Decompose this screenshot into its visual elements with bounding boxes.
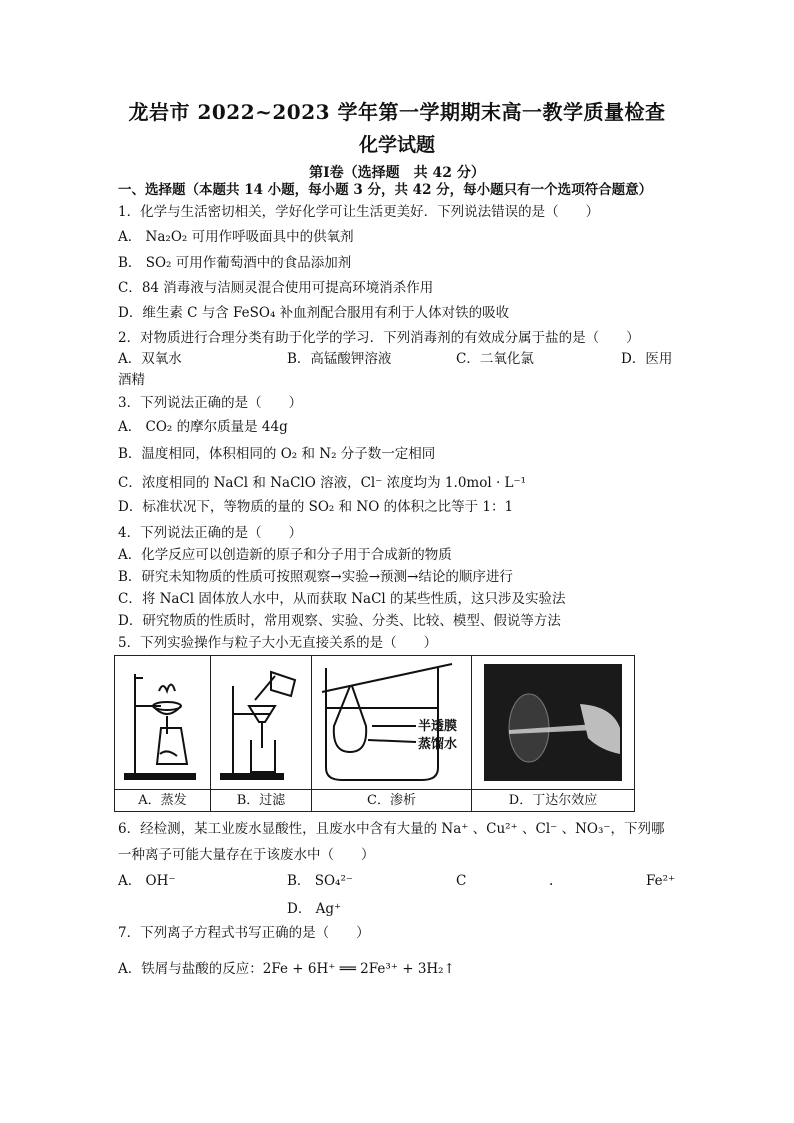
q2-option-a: A．双氧水 (118, 351, 182, 367)
q7-stem: 7．下列离子方程式书写正确的是（ ） (118, 925, 370, 941)
q4-stem: 4．下列说法正确的是（ ） (118, 525, 303, 541)
q6-option-d: D． Ag⁺ (287, 901, 342, 917)
q6-stem-line1: 6．经检测，某工业废水显酸性，且废水中含有大量的 Na⁺ 、Cu²⁺ 、Cl⁻ 、NO₃⁻，下列哪 (118, 821, 665, 837)
q1-a-text: 可用作呼吸面具中的供氧剂 (191, 229, 354, 245)
tyndall-light-beam-icon (484, 664, 622, 781)
exam-title: 龙岩市 2022~2023 学年第一学期期末高一教学质量检查 (128, 100, 666, 124)
q4-option-d: D．研究物质的性质时，常用观察、实验、分类、比较、模型、假说等方法 (118, 613, 561, 629)
q3-stem: 3．下列说法正确的是（ ） (118, 395, 303, 411)
q6-dot: . (549, 873, 554, 889)
water-label: 蒸馏水 (418, 737, 458, 752)
dialysis-apparatus-icon (312, 656, 472, 789)
q6-stem-line2: 一种离子可能大量存在于该废水中（ ） (118, 847, 375, 863)
q6-fe-ion: Fe²⁺ (646, 873, 676, 889)
q6-option-c: C (456, 873, 467, 889)
q1-option-a (118, 228, 354, 246)
q3-option-c: C．浓度相同的 NaCl 和 NaClO 溶液，Cl⁻ 浓度均为 1.0mol · L⁻¹ (118, 475, 527, 491)
q1-stem: 1．化学与生活密切相关，学好化学可让生活更美好．下列说法错误的是（ ） (118, 204, 600, 220)
section-heading: 一、选择题（本题共 14 小题，每小题 3 分，共 42 分，每小题只有一个选项符合题意） (118, 182, 653, 198)
tyndall-figure (472, 656, 634, 789)
q2-option-d-continued: 酒精 (118, 372, 145, 388)
q2-option-b: B．高锰酸钾溶液 (287, 351, 392, 367)
q4-option-c: C．将 NaCl 固体放人水中，从而获取 NaCl 的某些性质，这只涉及实验法 (118, 591, 566, 607)
q1-a-formula: Na₂O₂ (145, 229, 188, 245)
q5-stem: 5．下列实验操作与粒子大小无直接关系的是（ ） (118, 635, 438, 651)
q6-option-b: B． SO₄²⁻ (287, 873, 353, 889)
q7-option-a: A．铁屑与盐酸的反应：2Fe + 6H⁺ ══ 2Fe³⁺ + 3H₂↑ (118, 961, 455, 977)
exam-subtitle: 化学试题 (358, 134, 435, 156)
tyndall-photo (484, 664, 622, 781)
caption-evaporation: A．蒸发 (115, 789, 211, 811)
experiment-figure-table (114, 655, 635, 812)
q1-b-formula: SO₂ (145, 255, 172, 271)
caption-filtration: B．过滤 (211, 789, 312, 811)
q6-option-a: A． OH⁻ (118, 873, 176, 889)
q3-option-b: B．温度相同，体积相同的 O₂ 和 N₂ 分子数一定相同 (118, 446, 436, 462)
evaporation-apparatus-icon (115, 656, 211, 789)
q1-option-c: C．84 消毒液与洁厕灵混合使用可提高环境消杀作用 (118, 280, 434, 296)
q1-b-prefix: B． (118, 255, 142, 271)
membrane-label: 半透膜 (418, 719, 458, 734)
evaporation-figure (115, 656, 211, 789)
caption-dialysis: C．渗析 (312, 789, 472, 811)
filtration-figure (211, 656, 312, 789)
q2-stem: 2．对物质进行合理分类有助于化学的学习．下列消毒剂的有效成分属于盐的是（ ） (118, 330, 640, 346)
q3-option-d: D．标准状况下，等物质的量的 SO₂ 和 NO 的体积之比等于 1：1 (118, 499, 514, 515)
q3-option-a: A． CO₂ 的摩尔质量是 44g (118, 419, 288, 435)
q2-option-d: D．医用 (621, 351, 673, 367)
part-heading: 第Ⅰ卷（选择题 共 42 分） (309, 165, 485, 181)
q4-option-a: A．化学反应可以创造新的原子和分子用于合成新的物质 (118, 547, 452, 563)
q1-a-prefix: A． (118, 229, 142, 245)
dialysis-figure (312, 656, 472, 789)
q1-b-text: 可用作葡萄酒中的食品添加剂 (175, 255, 352, 271)
q1-option-b (118, 254, 351, 272)
q4-option-b: B．研究未知物质的性质可按照观察→实验→预测→结论的顺序进行 (118, 569, 513, 585)
caption-tyndall: D．丁达尔效应 (472, 789, 634, 811)
filtration-apparatus-icon (211, 656, 312, 789)
q1-option-d: D．维生素 C 与含 FeSO₄ 补血剂配合服用有利于人体对铁的吸收 (118, 305, 510, 321)
q2-option-c: C．二氧化氯 (456, 351, 534, 367)
